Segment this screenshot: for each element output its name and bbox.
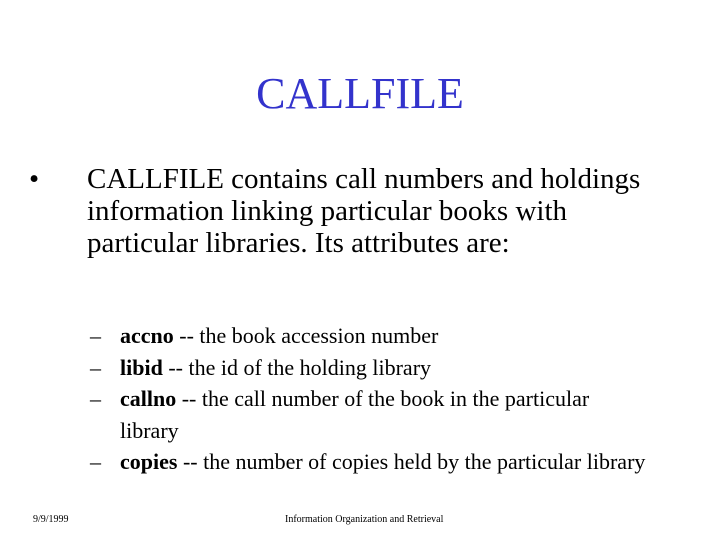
- dash-icon: –: [90, 449, 101, 474]
- dash-icon: –: [90, 354, 101, 380]
- list-item: [90, 352, 650, 384]
- slide-title: CALLFILE: [256, 69, 464, 118]
- main-bullet: [29, 163, 669, 259]
- attribute-desc: -- the id of the holding library: [162, 354, 432, 380]
- list-item: [90, 320, 650, 352]
- list-item: [90, 446, 650, 478]
- attribute-name: accno: [120, 323, 174, 348]
- dash-icon: –: [90, 386, 101, 411]
- footer-date: 9/9/1999: [33, 514, 69, 525]
- attribute-desc: -- the book accession number: [173, 323, 439, 348]
- attribute-desc: -- the call number of the book in the particular library: [120, 386, 590, 443]
- dash-icon: –: [90, 323, 101, 348]
- list-item: [90, 383, 650, 446]
- attribute-name: libid: [120, 354, 163, 380]
- bullet-icon: •: [29, 163, 40, 195]
- attribute-list: [90, 320, 650, 478]
- attribute-name: callno: [120, 386, 177, 411]
- attribute-name: copies: [120, 449, 178, 474]
- attribute-desc: -- the number of copies held by the particular library: [177, 449, 646, 474]
- footer-title: Information Organization and Retrieval: [285, 514, 444, 525]
- bullet-text: CALLFILE contains call numbers and holdings information linking particular books with particular libraries. Its attributes are:: [87, 163, 641, 259]
